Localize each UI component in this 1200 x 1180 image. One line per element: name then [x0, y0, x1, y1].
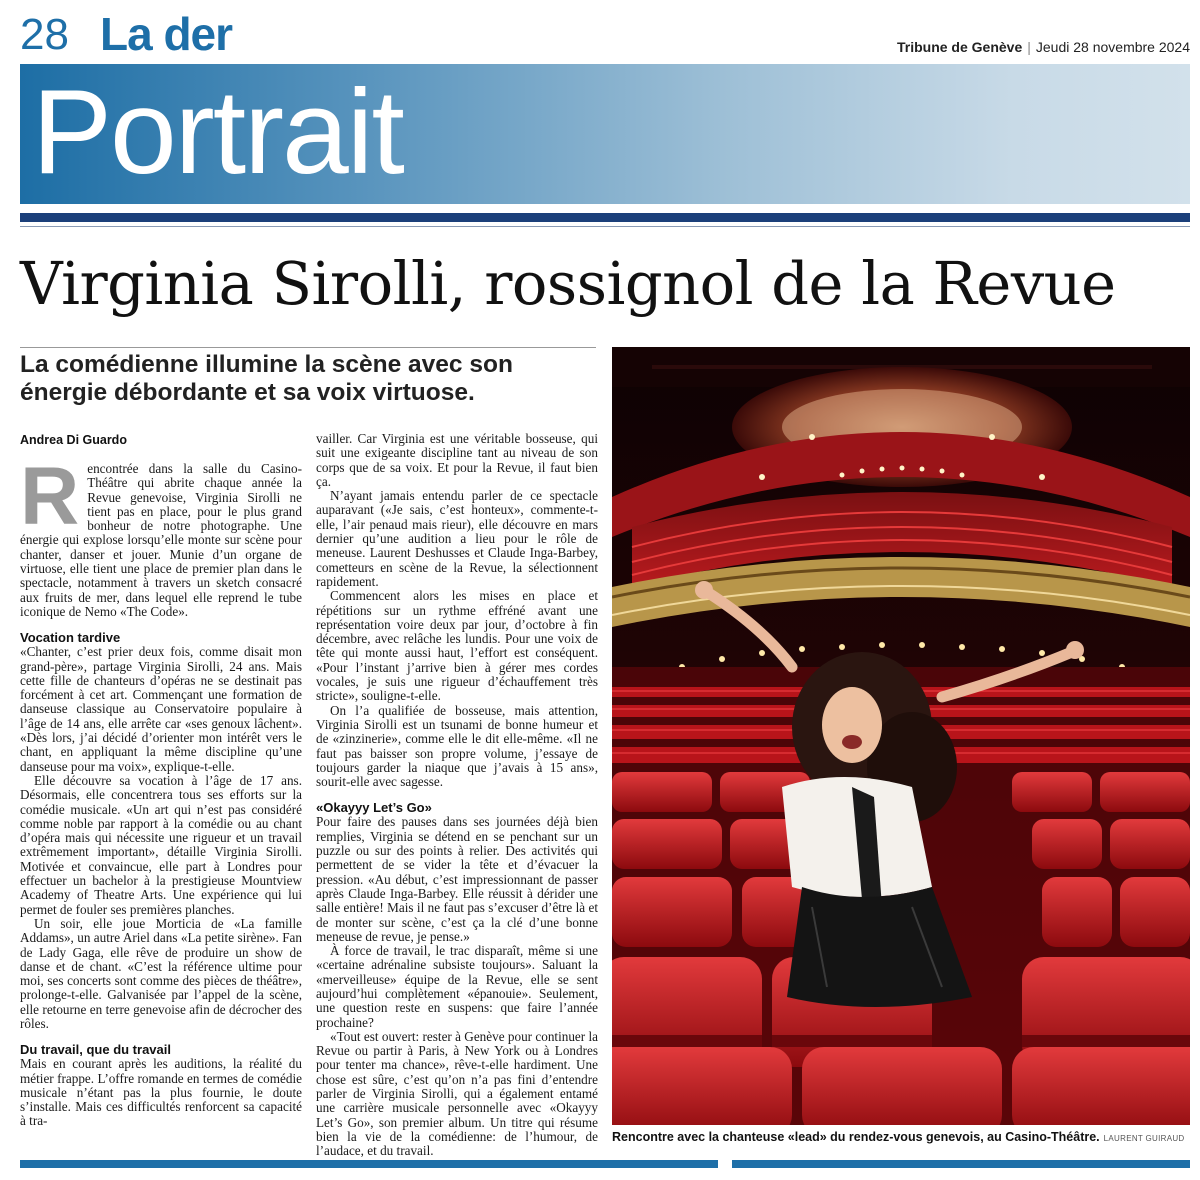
subheading-vocation: Vocation tardive [20, 630, 121, 646]
paragraph-text: encontrée dans la salle du Casino-Théâtre qui abrite chaque année la Revue genevoise, Virginia Sirolli ne tient pas en place, pour le plus grand bonheur de notre photographe. Une énergie qui explose lorsqu’elle monte sur scène pour chanter, danser et jouer. Munie d’un organe de virtuose, elle tient une place de premier plan dans le spectacle, notamment à travers un sketch consacré aux fruits de mer, dans lequel elle reprend le tube iconique de Nemo «The Code». [20, 461, 302, 619]
paragraph: vailler. Car Virginia est une véritable bosseuse, qui suit une exigeante discipline tant au niveau de son corps que de sa voix. Et pour la Revue, il faut bien ça. [316, 431, 598, 489]
publication-name: Tribune de Genève [896, 39, 1023, 55]
subheading-travail: Du travail, que du travail [20, 1042, 171, 1058]
footer-divider-right [732, 1160, 1190, 1168]
rubric-title: Portrait [32, 65, 403, 199]
rubric-band [20, 64, 1190, 204]
paragraph: «Tout est ouvert: rester à Genève pour continuer la Revue ou partir à Paris, à New York ou à Londres pour tenter ma chance», rêve-t-elle hardiment. Une chose est sûre, c’est qu’on n’a pas fini d’entendre parler de Virginia Sirolli, qui a également entamé une carrière musicale personnelle avec «Okayyy Let’s Go», son premier album. Un titre qui résume bien la vie de la comédienne: de l’humour, de l’audace, et du travail. [316, 1028, 598, 1159]
section-title: La der [100, 8, 233, 60]
article-subhead: La comédienne illumine la scène avec son énergie débordante et sa voix virtuose. [20, 351, 513, 406]
masthead-separator: | [1027, 39, 1031, 55]
paragraph: Elle découvre sa vocation à l’âge de 17 ans. Désormais, elle concentrera tous ses efforts sur la comédie musicale. «Un art qui n’est pas considéré comme noble par rapport à la comédie ou au chant d’opéra mais qui nécessite une rigueur et un travail extrêmement important», détaille Virginia Sirolli. Motivée et convaincue, elle part à Londres pour effectuer un bachelor à la prestigieuse Mountview Academy of Theatre Arts. Une expérience qui lui permet de fouler ses premières planches. [20, 772, 302, 917]
caption-text: Rencontre avec la chanteuse «lead» du rendez-vous genevois, au Casino-Théâtre. [612, 1130, 1100, 1144]
paragraph: Mais en courant après les auditions, la réalité du métier frappe. L’offre romande en termes de comédie musicale n’étant pas la plus fournie, le doute s’installe. Mais ces difficultés renforcent sa capacité à tra- [20, 1056, 302, 1129]
masthead [897, 38, 1190, 56]
paragraph [20, 451, 302, 619]
publication-date: Jeudi 28 novembre 2024 [1035, 39, 1190, 55]
paragraph: N’ayant jamais entendu parler de ce spectacle auparavant («Je sais, c’est honteux», commente-t-elle, l’air penaud mais rieur), elle découvre en mars dernier qu’une audition a lieu pour le rôle de meneuse. Laurent Deshusses et Claude Inga-Barbey, cometteurs en scène de la Revue, la sélectionnent rapidement. [316, 488, 598, 589]
article-byline: Andrea Di Guardo [20, 433, 127, 447]
dropcap: R [20, 451, 80, 542]
header-thin-divider [20, 226, 1190, 227]
header-divider [20, 213, 1190, 222]
paragraph: À force de travail, le trac disparaît, même si une «certaine adrénaline subsiste toujours». Saluant la «merveilleuse» équipe de la Revue, elle se sent aujourd’hui complètement «épanouie». Seulement, une question reste en suspens: que faire l’année prochaine? [316, 943, 598, 1030]
article-photo [612, 347, 1190, 1125]
page-header [20, 10, 1190, 62]
photo-caption [612, 1130, 1190, 1146]
paragraph: «Chanter, c’est prier deux fois, comme disait mon grand-père», partage Virginia Sirolli, 24 ans. Mais cette fille de chanteurs d’opéras ne se destinait pas forcément à cet art. Commençant une formation de danseuse classique au Conservatoire populaire à l’âge de 14 ans, elle arrête car «ses genoux lâchent». «Dès lors, j’ai décidé d’orienter mon intérêt vers le chant, en appliquant la même discipline qu’une danseuse pour ma voix», explique-t-elle. [20, 644, 302, 774]
theatre-illustration [612, 347, 1190, 1125]
article-headline: Virginia Sirolli, rossignol de la Revue [20, 249, 1116, 318]
article-column-2 [316, 432, 598, 1159]
footer-divider-left [20, 1160, 718, 1168]
photo-credit: LAURENT GUIRAUD [1103, 1134, 1185, 1143]
paragraph: Commencent alors les mises en place et répétitions sur un rythme effréné avant une représentation voire deux par jour, d’octobre à fin décembre, avec relâche les lundis. Pour une voix de tête qui monte aussi haut, l’effort est conséquent. «Pour l’instant j’arrive bien à gérer mes cordes vocales, je suis une rigueur d’échauffement très stricte», souligne-t-elle. [316, 588, 598, 704]
article-column-1 [20, 451, 302, 1129]
subhead-divider [20, 347, 596, 348]
page-number: 28 [20, 10, 69, 59]
paragraph: Un soir, elle joue Morticia de «La famille Addams», un autre Ariel dans «La petite sirène». Fan de Lady Gaga, elle rêve de produire un show de danse et de chant. «C’est la référence ultime pour moi, ses concerts sont comme des pièces de théâtre», prolonge-t-elle. Galvanisée par l’appel de la scène, elle retourne en terre genevoise afin de décrocher des rôles. [20, 915, 302, 1031]
paragraph: Pour faire des pauses dans ses journées déjà bien remplies, Virginia se détend en se penchant sur un puzzle ou sur des points à relier. Des activités qui permettent de se vider la tête et d’évacuer la pression. «Au début, c’est impressionnant de passer après Claude Inga-Barbey. Elle réussit à dérider une salle entière! Mais il ne faut pas s’excuser d’être là et de monter sur scène, c’est ça la clé d’une bonne meneuse de revue, je pense.» [316, 814, 598, 944]
subheading-okayyy: «Okayyy Let’s Go» [316, 800, 432, 816]
paragraph: On l’a qualifiée de bosseuse, mais attention, Virginia Sirolli est un tsunami de bonne humeur et de «zinzinerie», comme elle le dit elle-même. «Il ne faut pas baisser son propre volume, j’essaye de toujours garder la niaque que j’avais à 15 ans», sourit-elle avec sagesse. [316, 702, 598, 790]
